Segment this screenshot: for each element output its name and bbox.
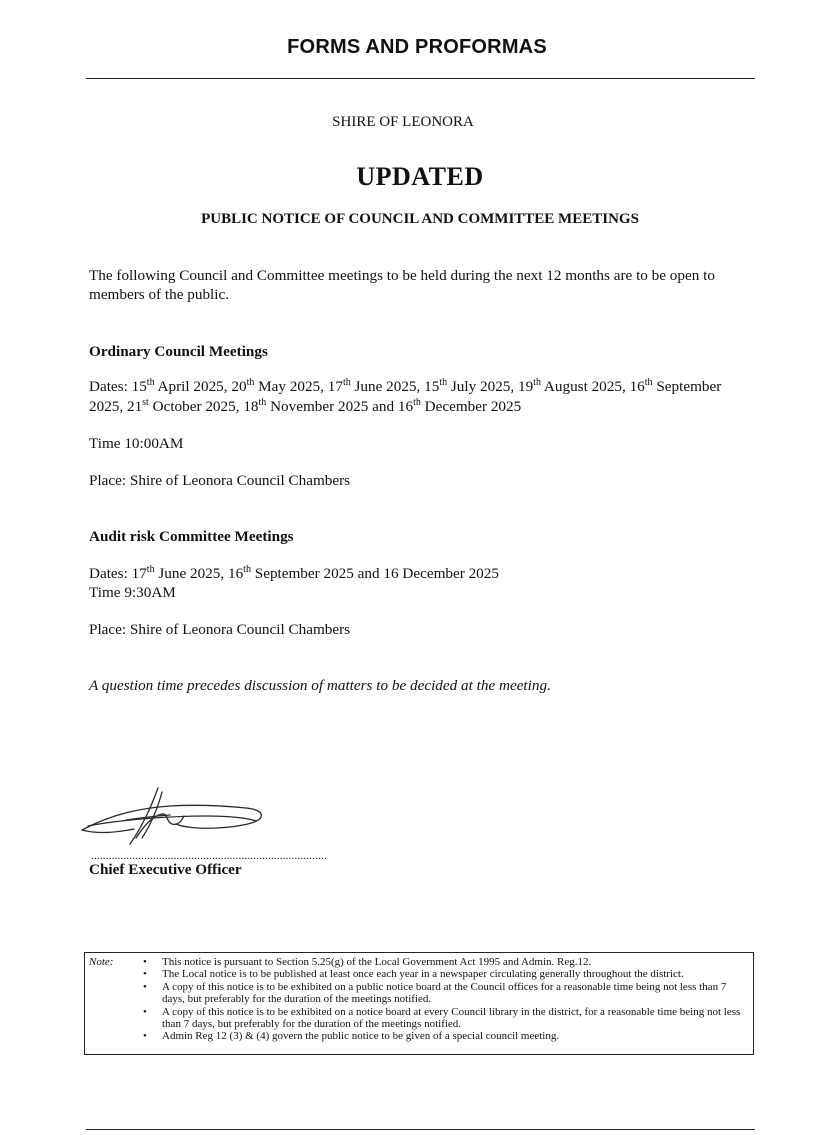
- dates-label: Dates:: [89, 378, 128, 395]
- ordinary-meetings-time: Time 10:00AM: [89, 435, 184, 452]
- notice-title: PUBLIC NOTICE OF COUNCIL AND COMMITTEE MEETINGS: [201, 211, 639, 227]
- audit-meetings-heading: Audit risk Committee Meetings: [89, 528, 294, 545]
- ordinary-meetings-dates: [89, 377, 749, 417]
- bullet-icon: •: [143, 1005, 147, 1018]
- date-item: 17th June 2025,: [131, 563, 225, 582]
- dates-label: Dates:: [89, 565, 128, 582]
- date-item: 17th June 2025,: [327, 376, 421, 395]
- question-time-note: A question time precedes discussion of matters to be decided at the meeting.: [89, 677, 551, 694]
- ordinary-meetings-place: Place: Shire of Leonora Council Chambers: [89, 472, 351, 489]
- note-item: • The Local notice is to be published at least once each year in a newspaper circulating generally throughout the district.: [143, 968, 684, 981]
- date-item: 15th April 2025,: [131, 376, 228, 395]
- audit-meetings-place: Place: Shire of Leonora Council Chambers: [89, 621, 351, 638]
- bullet-icon: •: [143, 980, 147, 993]
- date-list: [89, 378, 721, 415]
- shire-name: SHIRE OF LEONORA: [332, 114, 474, 130]
- note-item: • A copy of this notice is to be exhibited on a public notice board at the Council offices for a reasonable time being not less than 7 days, but preferably for the duration of the meetings notified.: [143, 980, 727, 1006]
- audit-meetings-time: Time 9:30AM: [89, 584, 176, 601]
- ceo-signature: [78, 786, 268, 852]
- date-item: 20th May 2025,: [231, 376, 324, 395]
- date-item: 16th December 2025: [397, 396, 522, 415]
- header-divider: [86, 78, 755, 79]
- note-label: Note:: [89, 956, 114, 968]
- bullet-icon: •: [143, 956, 147, 968]
- note-item: • This notice is pursuant to Section 5.25(g) of the Local Government Act 1995 and Admin. Reg.12.: [143, 956, 592, 968]
- updated-heading: UPDATED: [356, 162, 484, 191]
- signatory-title: Chief Executive Officer: [89, 861, 242, 878]
- date-item: 15th July 2025,: [424, 376, 515, 395]
- notes-list: [141, 956, 747, 1043]
- date-item: 19th August 2025,: [517, 376, 626, 395]
- bullet-icon: •: [143, 1030, 147, 1043]
- notes-box: [84, 952, 754, 1055]
- date-item: 21st October 2025,: [126, 396, 240, 415]
- audit-meetings-dates: [89, 564, 749, 602]
- ordinary-meetings-heading: Ordinary Council Meetings: [89, 343, 268, 360]
- note-item: • Admin Reg 12 (3) & (4) govern the public notice to be given of a special council meeting.: [143, 1030, 560, 1043]
- note-item: • A copy of this notice is to be exhibited on a notice board at every Council library in the district, for a reasonable time being not less than 7 days, but preferably for the duration of the meetings notified.: [143, 1005, 741, 1031]
- footer-divider: [86, 1129, 755, 1130]
- date-item: 16th September 2025,: [89, 376, 722, 415]
- signature-line: ................................................................................: [91, 850, 327, 862]
- bullet-icon: •: [143, 968, 147, 981]
- intro-paragraph: The following Council and Committee meetings to be held during the next 12 months are to be open to members of the public.: [89, 267, 715, 303]
- date-item: 18th November 2025 and: [243, 396, 395, 415]
- date-item: 16th September 2025 and 16 December 2025: [227, 563, 499, 582]
- audit-date-line: [89, 564, 749, 583]
- page-header-title: FORMS AND PROFORMAS: [287, 36, 547, 58]
